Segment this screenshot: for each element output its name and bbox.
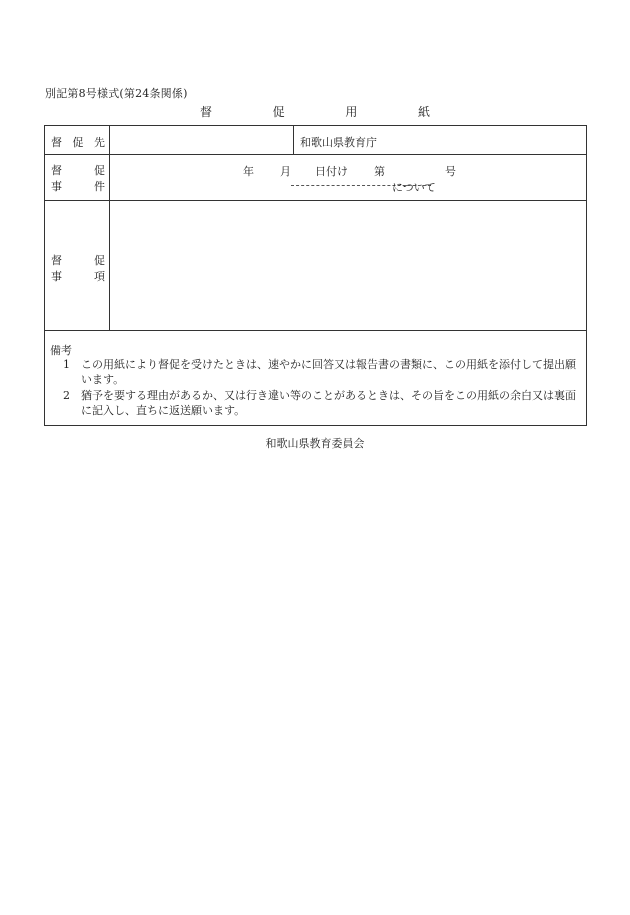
note-number: 2 bbox=[63, 389, 70, 402]
matter-label-line1: 督 促 bbox=[51, 164, 105, 177]
title-char: 用 bbox=[345, 105, 358, 119]
note-text: この用紙により督促を受けたときは、速やかに回答又は報告書の書類に、この用紙を添付して提出願います。 bbox=[81, 358, 576, 386]
matter-label-line2: 事 件 bbox=[51, 180, 105, 193]
form-title bbox=[200, 103, 430, 120]
recipient-field[interactable] bbox=[115, 134, 285, 148]
title-char: 促 bbox=[272, 105, 285, 119]
matter-month: 月 bbox=[280, 165, 291, 178]
matter-about: について bbox=[392, 181, 436, 194]
matter-number-suffix: 号 bbox=[445, 165, 456, 178]
matter-dated: 日付け bbox=[315, 165, 348, 178]
note-text: 猶予を要する理由があるか、又は行き違い等のことがあるときは、その旨をこの用紙の余白又は裏面に記入し、直ちに返送願います。 bbox=[81, 389, 576, 417]
notes-heading: 備考 bbox=[50, 344, 72, 357]
items-label-line1: 督 促 bbox=[51, 254, 105, 267]
issuing-organization: 和歌山県教育委員会 bbox=[265, 437, 365, 450]
items-label-line2: 事 項 bbox=[51, 270, 105, 283]
title-char: 紙 bbox=[417, 105, 430, 119]
row-divider bbox=[45, 154, 586, 155]
note-number: 1 bbox=[63, 358, 70, 371]
row-divider bbox=[45, 330, 586, 331]
issuer-column-divider bbox=[293, 126, 294, 154]
label-column-divider bbox=[109, 126, 110, 330]
matter-number-prefix: 第 bbox=[374, 165, 385, 178]
reminder-form-table bbox=[44, 125, 587, 426]
row-divider bbox=[45, 200, 586, 201]
issuer-name: 和歌山県教育庁 bbox=[300, 136, 377, 149]
items-field[interactable] bbox=[115, 206, 575, 324]
form-number-label: 別記第8号様式(第24条関係) bbox=[45, 87, 188, 100]
matter-year: 年 bbox=[243, 165, 254, 178]
title-char: 督 bbox=[200, 105, 213, 119]
recipient-label: 督 促 先 bbox=[51, 136, 105, 149]
